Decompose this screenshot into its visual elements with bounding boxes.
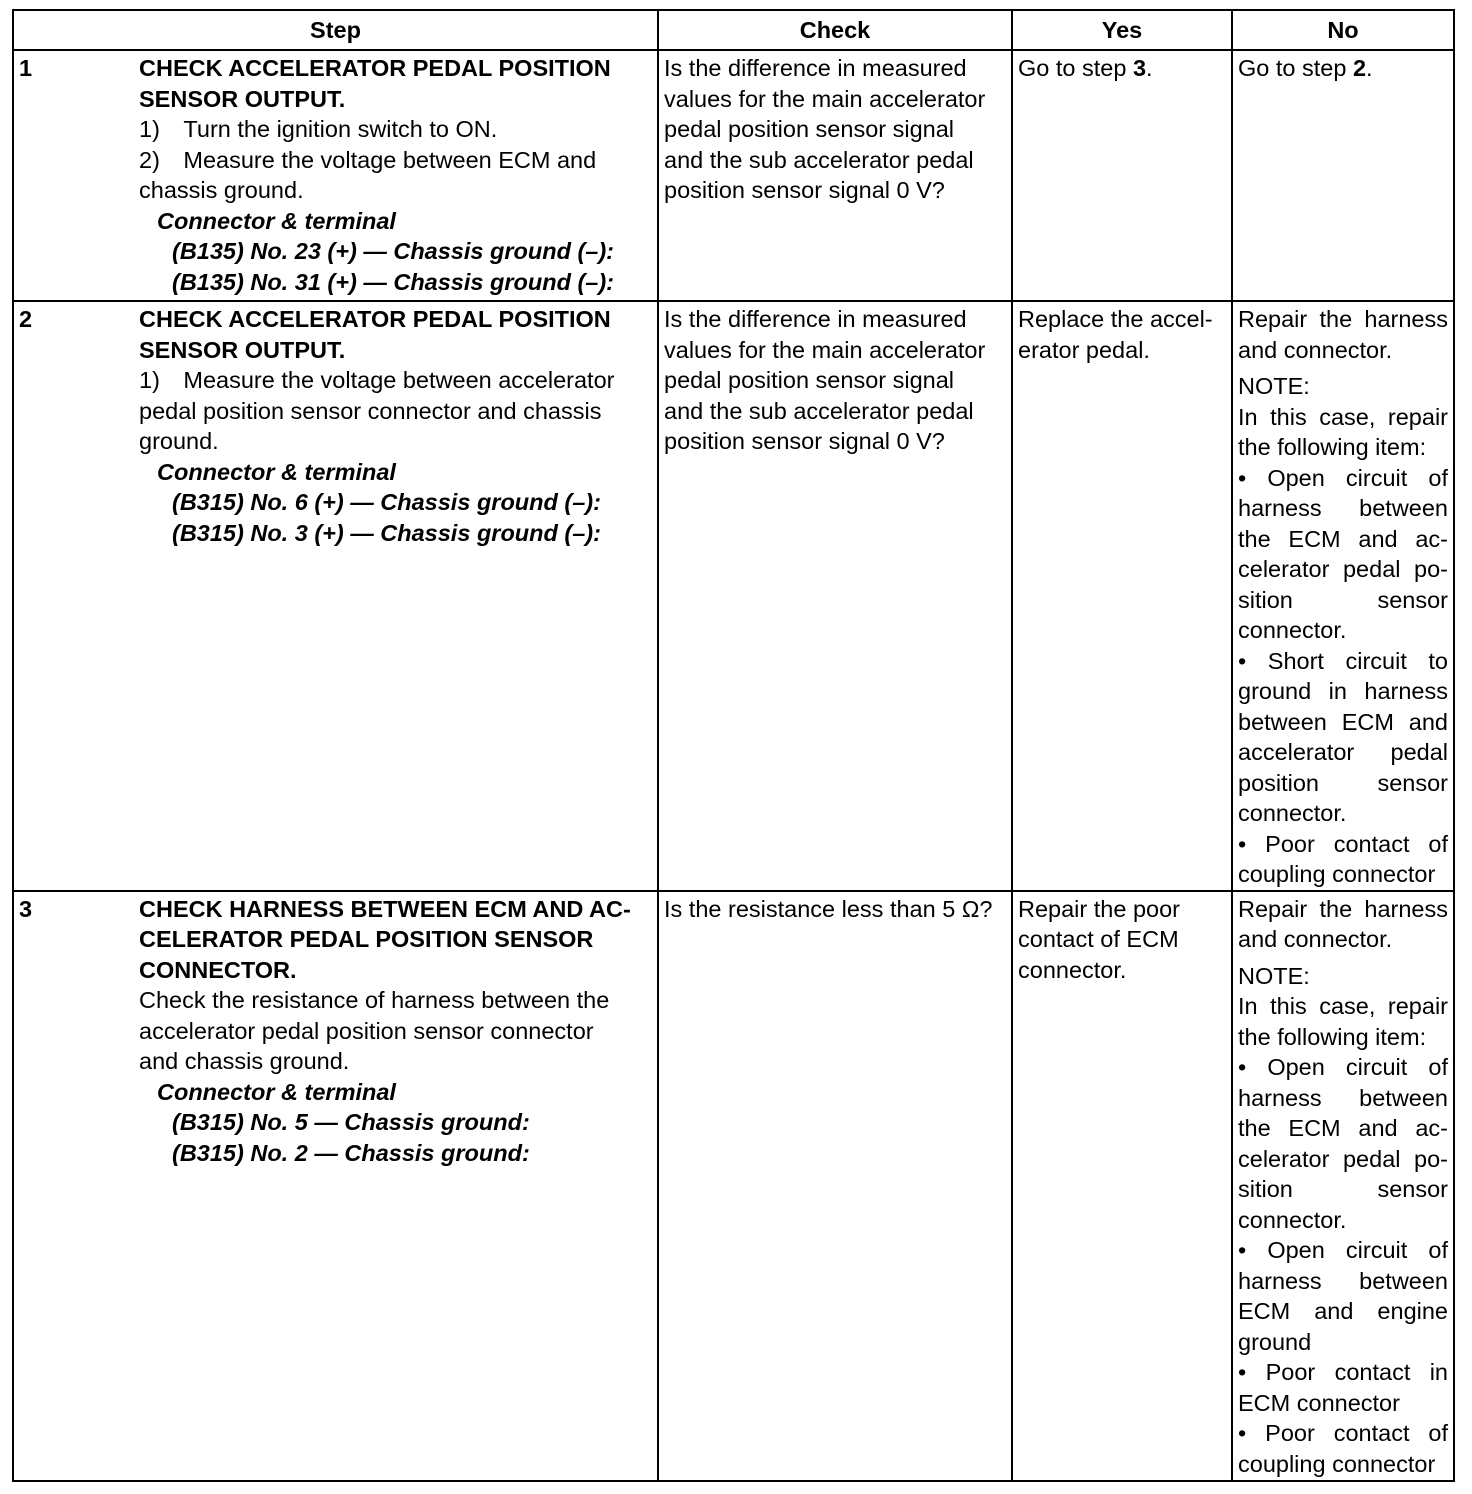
no-item-line: • Poor contact in (1238, 1359, 1448, 1385)
no-item-line: • Short circuit to (1238, 647, 1448, 674)
step-body (139, 304, 652, 548)
no-item-line: • Open circuit of (1238, 464, 1448, 491)
no-line: the following item: (1238, 1023, 1427, 1050)
no-item-line: coupling connector (1238, 1450, 1436, 1477)
header-step: Step (13, 10, 658, 50)
step-title-line: CHECK HARNESS BETWEEN ECM AND AC- (139, 895, 631, 922)
no-line: Repair the harness (1238, 895, 1448, 922)
connector-line: (B135) No. 31 (+) — Chassis ground (–): (172, 268, 615, 295)
step-cell (13, 301, 658, 891)
no-line: and connector. (1238, 926, 1393, 952)
no-item-line: the ECM and ac- (1238, 525, 1448, 552)
step-title-line: CELERATOR PEDAL POSITION SENSOR (139, 926, 594, 952)
connector-heading: Connector & terminal (157, 207, 396, 234)
instruction-line: 2) Measure the voltage between ECM and (139, 146, 597, 173)
note-label: NOTE: (1238, 373, 1310, 399)
check-line: Is the difference in measured (664, 306, 967, 332)
instruction-line: accelerator pedal position sensor connector (139, 1017, 594, 1044)
header-no: No (1232, 10, 1454, 50)
step-title-line: SENSOR OUTPUT. (139, 336, 346, 363)
header-row (13, 10, 1454, 50)
no-cell (1232, 50, 1454, 301)
connector-line: (B315) No. 5 — Chassis ground: (172, 1109, 530, 1135)
check-line: Is the resistance less than 5 Ω? (664, 895, 993, 922)
no-item-line: sition sensor (1238, 1176, 1448, 1202)
no-item-line: connector. (1238, 617, 1347, 643)
no-item-line: celerator pedal po- (1238, 1145, 1448, 1172)
no-suffix: . (1366, 55, 1373, 81)
no-line: In this case, repair (1238, 403, 1448, 430)
no-item-line: • Poor contact of (1238, 830, 1448, 857)
step-title-line: SENSOR OUTPUT. (139, 85, 346, 112)
step-number: 2 (19, 306, 33, 332)
yes-step-ref: 3 (1132, 55, 1147, 81)
no-cell (1232, 301, 1454, 891)
no-line: the following item: (1238, 434, 1427, 460)
no-line: Repair the harness (1238, 306, 1448, 332)
instruction-line: and chassis ground. (139, 1048, 350, 1074)
connector-heading: Connector & terminal (157, 458, 396, 485)
no-item-line: • Poor contact of (1238, 1420, 1448, 1446)
no-line: and connector. (1238, 336, 1393, 363)
table-row (13, 50, 1454, 301)
yes-cell (1012, 891, 1232, 1481)
no-item-line: connector. (1238, 1206, 1347, 1233)
connector-line: (B315) No. 3 (+) — Chassis ground (–): (172, 519, 601, 546)
yes-line: erator pedal. (1018, 336, 1150, 363)
step-cell (13, 891, 658, 1481)
step-number: 1 (19, 55, 33, 81)
check-line: pedal position sensor signal (664, 116, 955, 142)
yes-cell (1012, 301, 1232, 891)
no-item-line: harness between (1238, 1084, 1448, 1111)
step-cell (13, 50, 658, 301)
no-item-line: • Open circuit of (1238, 1237, 1448, 1263)
instruction-line: ground. (139, 428, 219, 454)
no-prefix: Go to step (1238, 55, 1353, 81)
no-item-line: ECM and engine (1238, 1298, 1448, 1324)
no-item-line: ECM connector (1238, 1389, 1400, 1416)
check-line: and the sub accelerator pedal (664, 397, 974, 424)
no-item-line: • Open circuit of (1238, 1054, 1448, 1080)
no-item-line: between ECM and (1238, 708, 1448, 735)
no-item-line: the ECM and ac- (1238, 1115, 1448, 1141)
yes-line: Repair the poor (1018, 895, 1180, 922)
connector-line: (B315) No. 6 (+) — Chassis ground (–): (172, 489, 601, 515)
instruction-line: 1) Turn the ignition switch to ON. (139, 116, 498, 142)
check-cell (658, 891, 1012, 1481)
no-item-line: connector. (1238, 800, 1347, 826)
check-line: and the sub accelerator pedal (664, 146, 974, 173)
no-item-line: accelerator pedal (1238, 739, 1448, 765)
no-item-line: ground (1238, 1328, 1312, 1355)
no-item-line: harness between (1238, 1267, 1448, 1294)
table-row (13, 301, 1454, 891)
instruction-line: 1) Measure the voltage between accelerator (139, 367, 615, 393)
check-line: position sensor signal 0 V? (664, 428, 945, 454)
yes-line: Replace the accel- (1018, 306, 1213, 332)
step-number: 3 (19, 895, 33, 922)
yes-prefix: Go to step (1018, 55, 1133, 81)
connector-line: (B315) No. 2 — Chassis ground: (172, 1139, 530, 1166)
instruction-line: chassis ground. (139, 177, 304, 203)
check-cell (658, 301, 1012, 891)
no-item-line: sition sensor (1238, 586, 1448, 613)
connector-line: (B135) No. 23 (+) — Chassis ground (–): (172, 238, 615, 264)
note-label: NOTE: (1238, 962, 1310, 989)
step-title-line: CONNECTOR. (139, 956, 297, 983)
connector-heading: Connector & terminal (157, 1078, 396, 1105)
header-check: Check (658, 10, 1012, 50)
table-row (13, 891, 1454, 1481)
no-step-ref: 2 (1352, 55, 1367, 81)
yes-line: connector. (1018, 956, 1127, 983)
instruction-line: Check the resistance of harness between the (139, 987, 610, 1013)
check-line: values for the main accelerator (664, 336, 986, 363)
instruction-line: pedal position sensor connector and chassis (139, 397, 602, 424)
header-yes: Yes (1012, 10, 1232, 50)
yes-suffix: . (1146, 55, 1153, 81)
no-item-line: harness between (1238, 495, 1448, 521)
step-body (139, 53, 652, 297)
check-cell (658, 50, 1012, 301)
no-item-line: coupling connector (1238, 861, 1436, 887)
step-title-line: CHECK ACCELERATOR PEDAL POSITION (139, 306, 611, 332)
check-line: Is the difference in measured (664, 55, 967, 81)
check-line: pedal position sensor signal (664, 367, 955, 393)
check-line: position sensor signal 0 V? (664, 177, 945, 203)
no-line: In this case, repair (1238, 993, 1448, 1019)
yes-line: contact of ECM (1018, 926, 1179, 952)
no-item-line: celerator pedal po- (1238, 556, 1448, 582)
step-title-line: CHECK ACCELERATOR PEDAL POSITION (139, 55, 611, 81)
yes-cell (1012, 50, 1232, 301)
check-line: values for the main accelerator (664, 85, 986, 112)
no-item-line: ground in harness (1238, 678, 1448, 704)
diagnostic-table (12, 9, 1455, 1482)
no-item-line: position sensor (1238, 769, 1448, 796)
step-body (139, 894, 652, 1169)
no-cell (1232, 891, 1454, 1481)
